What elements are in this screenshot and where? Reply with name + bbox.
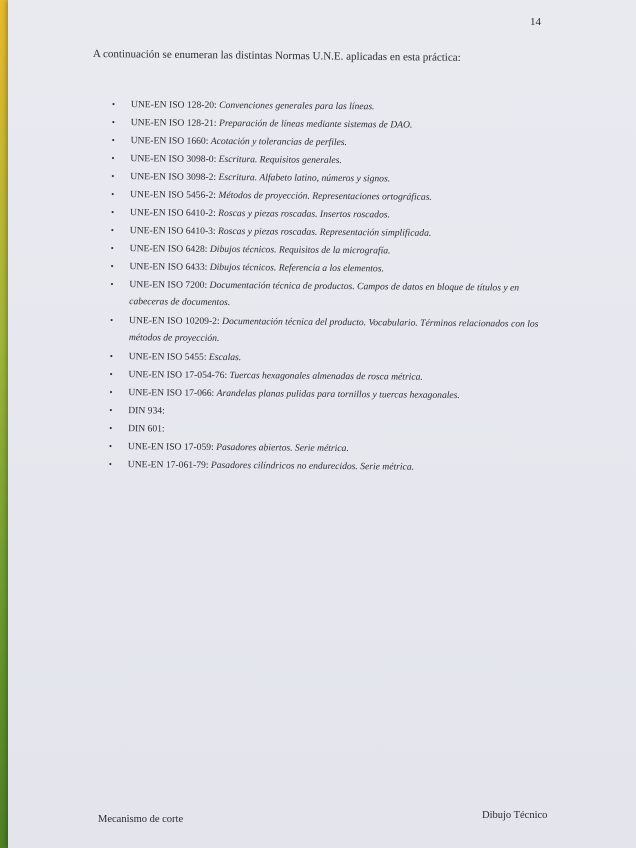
intro-paragraph: A continuación se enumeran las distintas Normas U.N.E. aplicadas en esta práctica: bbox=[92, 48, 461, 64]
norm-description: Documentación técnica del producto. Vocabulario. Términos relacionados con los métodos de proyección. bbox=[128, 315, 539, 344]
bullet-icon: • bbox=[111, 134, 115, 146]
bullet-icon: • bbox=[111, 188, 115, 200]
norm-code: UNE-EN ISO 6433: bbox=[129, 261, 208, 273]
document-page bbox=[8, 0, 636, 848]
bullet-icon: • bbox=[109, 368, 113, 380]
norm-code: UNE-EN ISO 17-054-76: bbox=[128, 369, 228, 382]
norms-list bbox=[109, 96, 552, 478]
bullet-icon: • bbox=[110, 314, 114, 326]
norm-code: UNE-EN ISO 17-066: bbox=[128, 387, 215, 399]
list-item bbox=[110, 276, 550, 314]
bullet-icon: • bbox=[108, 458, 112, 470]
norm-code: UNE-EN ISO 3098-2: bbox=[130, 171, 217, 183]
norm-description: Acotación y tolerancias de perfiles. bbox=[210, 135, 348, 149]
norm-code: DIN 934: bbox=[128, 405, 165, 417]
footer-left-text: Mecanismo de corte bbox=[98, 814, 184, 825]
bullet-icon: • bbox=[110, 224, 115, 236]
norm-description: Preparación de líneas mediante sistemas de DAO. bbox=[218, 117, 413, 131]
norm-description: Convenciones generales para las líneas. bbox=[219, 99, 375, 113]
bullet-icon: • bbox=[109, 422, 113, 434]
norm-description: Roscas y piezas roscadas. Representación simplificada. bbox=[217, 225, 432, 239]
norm-description: Documentación técnica de productos. Campos de datos en bloque de títulos y en cabeceras de documentos. bbox=[129, 279, 520, 309]
norm-description: Tuercas hexagonales almenadas de rosca métrica. bbox=[229, 370, 423, 383]
norm-code: UNE-EN ISO 7200: bbox=[129, 279, 208, 291]
page-number: 14 bbox=[530, 16, 541, 28]
list-item bbox=[109, 456, 549, 477]
bullet-icon: • bbox=[110, 206, 115, 218]
norm-code: UNE-EN 17-061-79: bbox=[127, 459, 209, 471]
norm-code: UNE-EN ISO 5456-2: bbox=[130, 189, 216, 201]
norm-description: Escalas. bbox=[208, 351, 242, 364]
norm-code: UNE-EN ISO 6410-2: bbox=[129, 207, 216, 219]
norm-code: UNE-EN ISO 1660: bbox=[130, 135, 209, 147]
norm-code: UNE-EN ISO 10209-2: bbox=[128, 315, 220, 327]
norm-code: UNE-EN ISO 17-059: bbox=[127, 441, 214, 453]
bullet-icon: • bbox=[109, 404, 113, 416]
norm-code: UNE-EN ISO 6410-3: bbox=[129, 225, 216, 237]
bullet-icon: • bbox=[111, 116, 115, 128]
norm-description: Dibujos técnicos. Referencia a los elementos. bbox=[209, 261, 384, 275]
norm-code: UNE-EN ISO 6428: bbox=[129, 243, 208, 255]
norm-description: Escritura. Alfabeto latino, números y signos. bbox=[218, 171, 391, 185]
bullet-icon: • bbox=[110, 260, 114, 272]
norm-code: UNE-EN ISO 3098-0: bbox=[130, 153, 217, 165]
list-item bbox=[110, 312, 550, 350]
norm-code: DIN 601: bbox=[128, 423, 165, 435]
norm-description: Pasadores cilíndricos no endurecidos. Serie métrica. bbox=[210, 459, 415, 473]
bullet-icon: • bbox=[109, 350, 113, 362]
norm-code: UNE-EN ISO 128-20: bbox=[130, 99, 217, 111]
norm-description: Pasadores abiertos. Serie métrica. bbox=[216, 441, 349, 455]
bullet-icon: • bbox=[108, 440, 113, 452]
norm-description: Arandelas planas pulidas para tornillos y tuercas hexagonales. bbox=[216, 387, 460, 402]
bullet-icon: • bbox=[111, 98, 116, 110]
norm-description: Roscas y piezas roscadas. Insertos roscados. bbox=[218, 207, 390, 221]
bullet-icon: • bbox=[111, 152, 115, 164]
bullet-icon: • bbox=[110, 242, 114, 254]
norm-code: UNE-EN ISO 128-21: bbox=[130, 117, 217, 129]
footer-right-text: Dibujo Técnico bbox=[482, 810, 548, 821]
norm-description: Escritura. Requisitos generales. bbox=[218, 153, 342, 167]
norm-description: Métodos de proyección. Representaciones ortográficas. bbox=[218, 189, 432, 203]
bullet-icon: • bbox=[109, 386, 113, 398]
norm-description: Dibujos técnicos. Requisitos de la micrografía. bbox=[209, 243, 391, 257]
bullet-icon: • bbox=[110, 278, 114, 290]
bullet-icon: • bbox=[111, 170, 115, 182]
norm-code: UNE-EN ISO 5455: bbox=[128, 351, 207, 363]
